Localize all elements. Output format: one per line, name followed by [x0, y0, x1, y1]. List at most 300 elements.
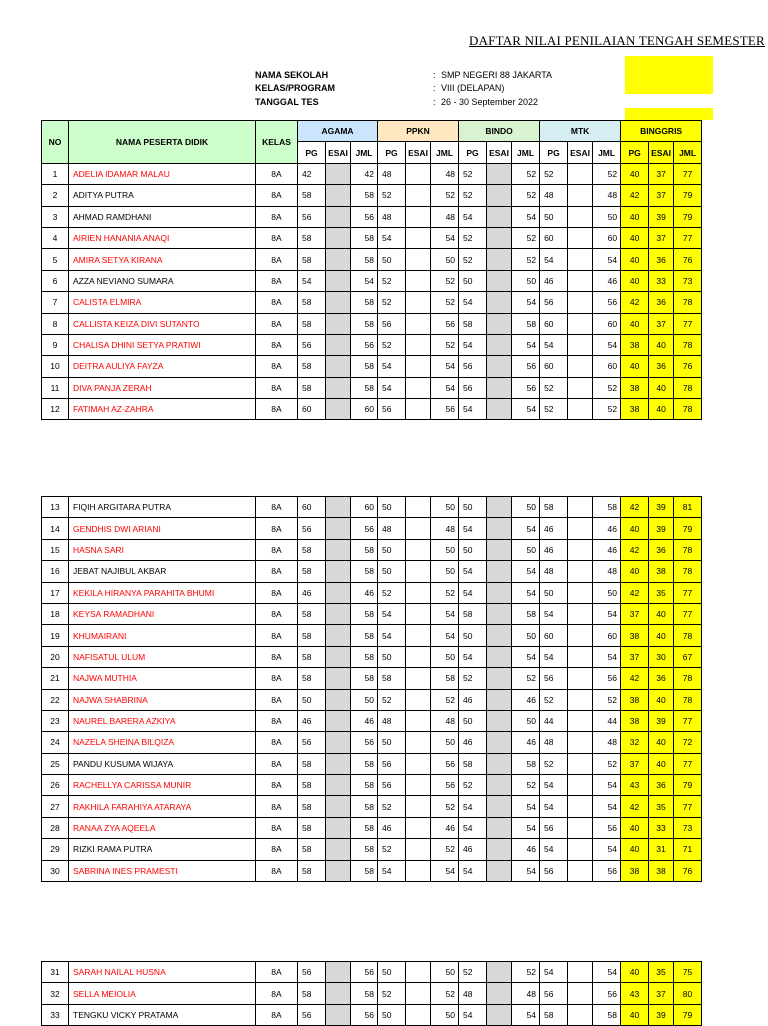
- cell-agama-pg: 54: [298, 270, 326, 291]
- cell-agama-esai: [326, 227, 351, 248]
- cell-bindo-esai: [487, 377, 512, 398]
- cell-ppkn-pg: 50: [378, 1004, 406, 1025]
- cell-agama-jml: 58: [351, 817, 378, 838]
- table-row: [42, 313, 702, 334]
- cell-agama-jml: 58: [351, 356, 378, 377]
- cell-binggris-esai: 37: [649, 163, 674, 184]
- cell-bindo-esai: [487, 518, 512, 539]
- table-row: [42, 356, 702, 377]
- cell-binggris-pg: 38: [621, 625, 649, 646]
- cell-binggris-jml: 73: [674, 817, 702, 838]
- table-row: [42, 206, 702, 227]
- cell-ppkn-pg: 52: [378, 582, 406, 603]
- cell-mtk-esai: [568, 249, 593, 270]
- cell-mtk-jml: 54: [593, 796, 621, 817]
- cell-agama-esai: [326, 539, 351, 560]
- cell-ppkn-esai: [406, 249, 431, 270]
- document-title: DAFTAR NILAI PENILAIAN TENGAH SEMESTER: [469, 33, 765, 48]
- cell-mtk-esai: [568, 497, 593, 518]
- cell-student-name: SELLA MEIOLIA: [69, 983, 256, 1004]
- cell-mtk-jml: 52: [593, 753, 621, 774]
- cell-mtk-jml: 44: [593, 710, 621, 731]
- cell-ppkn-esai: [406, 185, 431, 206]
- cell-binggris-pg: 40: [621, 270, 649, 291]
- cell-no: 15: [42, 539, 69, 560]
- cell-ppkn-pg: 54: [378, 603, 406, 624]
- cell-bindo-pg: 52: [459, 962, 487, 983]
- table-row: [42, 710, 702, 731]
- cell-student-name: RACHELLYA CARISSA MUNIR: [69, 775, 256, 796]
- cell-ppkn-esai: [406, 983, 431, 1004]
- table-row: [42, 249, 702, 270]
- cell-no: 22: [42, 689, 69, 710]
- cell-binggris-jml: 76: [674, 249, 702, 270]
- cell-binggris-jml: 78: [674, 668, 702, 689]
- cell-mtk-pg: 48: [540, 561, 568, 582]
- cell-bindo-pg: 50: [459, 710, 487, 731]
- cell-mtk-pg: 58: [540, 497, 568, 518]
- subheader-mtk-esai: ESAI: [568, 142, 593, 163]
- cell-ppkn-jml: 56: [431, 313, 459, 334]
- cell-binggris-pg: 40: [621, 249, 649, 270]
- cell-mtk-jml: 54: [593, 962, 621, 983]
- cell-kelas: 8A: [256, 334, 298, 355]
- cell-no: 3: [42, 206, 69, 227]
- cell-bindo-jml: 56: [512, 377, 540, 398]
- cell-binggris-jml: 79: [674, 1004, 702, 1025]
- table-row: [42, 497, 702, 518]
- cell-bindo-esai: [487, 163, 512, 184]
- cell-ppkn-pg: 52: [378, 983, 406, 1004]
- cell-binggris-esai: 40: [649, 753, 674, 774]
- cell-bindo-pg: 54: [459, 561, 487, 582]
- cell-mtk-jml: 48: [593, 561, 621, 582]
- cell-agama-pg: 46: [298, 582, 326, 603]
- cell-binggris-esai: 39: [649, 1004, 674, 1025]
- cell-mtk-pg: 54: [540, 646, 568, 667]
- cell-binggris-pg: 40: [621, 962, 649, 983]
- cell-ppkn-jml: 54: [431, 860, 459, 881]
- cell-bindo-jml: 54: [512, 646, 540, 667]
- cell-ppkn-jml: 52: [431, 796, 459, 817]
- cell-no: 7: [42, 292, 69, 313]
- cell-ppkn-jml: 58: [431, 668, 459, 689]
- cell-bindo-jml: 48: [512, 983, 540, 1004]
- header-kelas: KELAS: [256, 121, 298, 164]
- cell-bindo-esai: [487, 313, 512, 334]
- cell-ppkn-jml: 54: [431, 377, 459, 398]
- cell-student-name: KHUMAIRANI: [69, 625, 256, 646]
- cell-agama-jml: 58: [351, 603, 378, 624]
- cell-mtk-esai: [568, 270, 593, 291]
- cell-mtk-pg: 56: [540, 983, 568, 1004]
- cell-binggris-pg: 40: [621, 518, 649, 539]
- cell-bindo-jml: 54: [512, 860, 540, 881]
- cell-bindo-jml: 52: [512, 185, 540, 206]
- cell-bindo-pg: 50: [459, 625, 487, 646]
- cell-mtk-pg: 46: [540, 270, 568, 291]
- cell-binggris-esai: 36: [649, 775, 674, 796]
- cell-agama-esai: [326, 206, 351, 227]
- cell-ppkn-esai: [406, 518, 431, 539]
- cell-ppkn-jml: 46: [431, 817, 459, 838]
- cell-mtk-esai: [568, 796, 593, 817]
- cell-agama-esai: [326, 356, 351, 377]
- cell-bindo-jml: 54: [512, 292, 540, 313]
- cell-ppkn-esai: [406, 625, 431, 646]
- header-name: NAMA PESERTA DIDIK: [69, 121, 256, 164]
- cell-bindo-esai: [487, 603, 512, 624]
- cell-mtk-pg: 54: [540, 603, 568, 624]
- cell-bindo-pg: 54: [459, 817, 487, 838]
- cell-ppkn-jml: 50: [431, 539, 459, 560]
- cell-agama-pg: 58: [298, 796, 326, 817]
- cell-mtk-pg: 58: [540, 1004, 568, 1025]
- cell-kelas: 8A: [256, 518, 298, 539]
- cell-ppkn-pg: 50: [378, 962, 406, 983]
- cell-binggris-pg: 40: [621, 817, 649, 838]
- cell-ppkn-jml: 52: [431, 270, 459, 291]
- cell-agama-pg: 58: [298, 668, 326, 689]
- cell-student-name: AHMAD RAMDHANI: [69, 206, 256, 227]
- cell-binggris-pg: 42: [621, 497, 649, 518]
- cell-bindo-esai: [487, 962, 512, 983]
- subheader-agama-jml: JML: [351, 142, 378, 163]
- cell-bindo-esai: [487, 983, 512, 1004]
- cell-ppkn-esai: [406, 270, 431, 291]
- cell-no: 17: [42, 582, 69, 603]
- cell-no: 13: [42, 497, 69, 518]
- cell-agama-pg: 58: [298, 377, 326, 398]
- cell-mtk-esai: [568, 1004, 593, 1025]
- cell-ppkn-pg: 48: [378, 163, 406, 184]
- subheader-ppkn-jml: JML: [431, 142, 459, 163]
- cell-kelas: 8A: [256, 775, 298, 796]
- cell-ppkn-pg: 52: [378, 689, 406, 710]
- cell-bindo-jml: 58: [512, 753, 540, 774]
- cell-bindo-pg: 46: [459, 839, 487, 860]
- cell-mtk-jml: 52: [593, 689, 621, 710]
- cell-bindo-esai: [487, 206, 512, 227]
- cell-ppkn-pg: 48: [378, 710, 406, 731]
- cell-ppkn-esai: [406, 753, 431, 774]
- cell-agama-jml: 56: [351, 206, 378, 227]
- cell-binggris-jml: 75: [674, 962, 702, 983]
- cell-student-name: PANDU KUSUMA WIJAYA: [69, 753, 256, 774]
- cell-student-name: ADELIA IDAMAR MALAU: [69, 163, 256, 184]
- cell-binggris-esai: 30: [649, 646, 674, 667]
- cell-bindo-jml: 58: [512, 603, 540, 624]
- cell-binggris-esai: 35: [649, 796, 674, 817]
- cell-binggris-jml: 77: [674, 582, 702, 603]
- cell-ppkn-pg: 52: [378, 185, 406, 206]
- cell-binggris-esai: 40: [649, 603, 674, 624]
- cell-no: 32: [42, 983, 69, 1004]
- subheader-binggris-pg: PG: [621, 142, 649, 163]
- cell-mtk-pg: 46: [540, 539, 568, 560]
- cell-student-name: CALLISTA KEIZA DIVI SUTANTO: [69, 313, 256, 334]
- cell-student-name: NAFISATUL ULUM: [69, 646, 256, 667]
- cell-no: 9: [42, 334, 69, 355]
- cell-kelas: 8A: [256, 270, 298, 291]
- cell-mtk-jml: 60: [593, 313, 621, 334]
- cell-agama-pg: 58: [298, 313, 326, 334]
- cell-ppkn-pg: 52: [378, 796, 406, 817]
- table-row: [42, 668, 702, 689]
- cell-ppkn-pg: 50: [378, 497, 406, 518]
- cell-mtk-jml: 50: [593, 206, 621, 227]
- cell-mtk-pg: 56: [540, 292, 568, 313]
- cell-bindo-pg: 52: [459, 668, 487, 689]
- cell-mtk-jml: 56: [593, 292, 621, 313]
- cell-agama-esai: [326, 962, 351, 983]
- subheader-bindo-pg: PG: [459, 142, 487, 163]
- cell-binggris-jml: 79: [674, 775, 702, 796]
- cell-bindo-esai: [487, 270, 512, 291]
- cell-ppkn-jml: 48: [431, 163, 459, 184]
- cell-agama-esai: [326, 796, 351, 817]
- cell-agama-jml: 54: [351, 270, 378, 291]
- table-row: [42, 334, 702, 355]
- cell-mtk-jml: 46: [593, 539, 621, 560]
- cell-ppkn-pg: 50: [378, 561, 406, 582]
- cell-binggris-jml: 78: [674, 377, 702, 398]
- cell-ppkn-pg: 50: [378, 539, 406, 560]
- cell-binggris-jml: 80: [674, 983, 702, 1004]
- cell-mtk-esai: [568, 668, 593, 689]
- table-row: [42, 689, 702, 710]
- cell-mtk-esai: [568, 775, 593, 796]
- cell-kelas: 8A: [256, 625, 298, 646]
- header-subject-mtk: MTK: [540, 121, 621, 142]
- cell-bindo-jml: 54: [512, 399, 540, 420]
- cell-agama-pg: 58: [298, 646, 326, 667]
- table-row: [42, 185, 702, 206]
- cell-ppkn-pg: 58: [378, 668, 406, 689]
- cell-ppkn-pg: 56: [378, 313, 406, 334]
- cell-bindo-esai: [487, 689, 512, 710]
- cell-no: 14: [42, 518, 69, 539]
- cell-mtk-jml: 54: [593, 603, 621, 624]
- cell-bindo-pg: 52: [459, 249, 487, 270]
- cell-agama-esai: [326, 399, 351, 420]
- cell-ppkn-pg: 56: [378, 753, 406, 774]
- cell-student-name: ADITYA PUTRA: [69, 185, 256, 206]
- cell-agama-pg: 58: [298, 603, 326, 624]
- cell-kelas: 8A: [256, 582, 298, 603]
- cell-bindo-pg: 54: [459, 1004, 487, 1025]
- info-label: TANGGAL TES: [255, 97, 319, 107]
- cell-agama-pg: 58: [298, 753, 326, 774]
- table-row: [42, 732, 702, 753]
- cell-mtk-esai: [568, 753, 593, 774]
- header-subject-bindo: BINDO: [459, 121, 540, 142]
- table-row: [42, 817, 702, 838]
- cell-binggris-esai: 38: [649, 860, 674, 881]
- cell-ppkn-esai: [406, 206, 431, 227]
- cell-ppkn-esai: [406, 377, 431, 398]
- cell-mtk-esai: [568, 313, 593, 334]
- cell-bindo-pg: 54: [459, 206, 487, 227]
- cell-no: 6: [42, 270, 69, 291]
- cell-kelas: 8A: [256, 163, 298, 184]
- cell-mtk-pg: 52: [540, 689, 568, 710]
- cell-binggris-jml: 79: [674, 518, 702, 539]
- cell-student-name: NAJWA MUTHIA: [69, 668, 256, 689]
- cell-binggris-pg: 37: [621, 646, 649, 667]
- cell-binggris-pg: 42: [621, 668, 649, 689]
- cell-ppkn-jml: 50: [431, 497, 459, 518]
- cell-bindo-jml: 54: [512, 582, 540, 603]
- cell-agama-esai: [326, 817, 351, 838]
- table-row: [42, 753, 702, 774]
- cell-no: 29: [42, 839, 69, 860]
- cell-ppkn-esai: [406, 539, 431, 560]
- cell-bindo-jml: 58: [512, 313, 540, 334]
- cell-binggris-esai: 39: [649, 710, 674, 731]
- cell-binggris-esai: 33: [649, 817, 674, 838]
- cell-ppkn-esai: [406, 839, 431, 860]
- cell-student-name: DIVA PANJA ZERAH: [69, 377, 256, 398]
- cell-bindo-pg: 50: [459, 497, 487, 518]
- cell-binggris-jml: 76: [674, 860, 702, 881]
- cell-bindo-jml: 52: [512, 163, 540, 184]
- cell-mtk-pg: 60: [540, 356, 568, 377]
- cell-kelas: 8A: [256, 603, 298, 624]
- cell-binggris-esai: 36: [649, 356, 674, 377]
- cell-bindo-esai: [487, 646, 512, 667]
- cell-agama-jml: 42: [351, 163, 378, 184]
- cell-agama-esai: [326, 497, 351, 518]
- cell-ppkn-esai: [406, 163, 431, 184]
- cell-ppkn-pg: 54: [378, 625, 406, 646]
- cell-kelas: 8A: [256, 753, 298, 774]
- header-no: NO: [42, 121, 69, 164]
- cell-bindo-esai: [487, 817, 512, 838]
- cell-no: 21: [42, 668, 69, 689]
- table-row: [42, 377, 702, 398]
- cell-binggris-pg: 38: [621, 710, 649, 731]
- cell-ppkn-pg: 54: [378, 860, 406, 881]
- cell-kelas: 8A: [256, 983, 298, 1004]
- cell-ppkn-pg: 50: [378, 249, 406, 270]
- cell-student-name: CALISTA ELMIRA: [69, 292, 256, 313]
- cell-mtk-pg: 52: [540, 163, 568, 184]
- table-row: [42, 518, 702, 539]
- cell-binggris-jml: 78: [674, 399, 702, 420]
- cell-mtk-pg: 52: [540, 399, 568, 420]
- cell-binggris-jml: 73: [674, 270, 702, 291]
- cell-ppkn-esai: [406, 646, 431, 667]
- cell-bindo-pg: 58: [459, 313, 487, 334]
- cell-mtk-esai: [568, 625, 593, 646]
- cell-agama-jml: 56: [351, 1004, 378, 1025]
- cell-bindo-pg: 54: [459, 796, 487, 817]
- cell-binggris-pg: 42: [621, 582, 649, 603]
- cell-bindo-pg: 52: [459, 185, 487, 206]
- cell-mtk-esai: [568, 561, 593, 582]
- cell-kelas: 8A: [256, 377, 298, 398]
- cell-kelas: 8A: [256, 1004, 298, 1025]
- cell-agama-jml: 56: [351, 732, 378, 753]
- cell-mtk-jml: 56: [593, 860, 621, 881]
- cell-mtk-jml: 60: [593, 356, 621, 377]
- cell-student-name: RANAA ZYA AQEELA: [69, 817, 256, 838]
- cell-agama-pg: 58: [298, 539, 326, 560]
- cell-no: 30: [42, 860, 69, 881]
- cell-mtk-jml: 54: [593, 839, 621, 860]
- cell-mtk-pg: 54: [540, 249, 568, 270]
- cell-kelas: 8A: [256, 962, 298, 983]
- cell-student-name: RAKHILA FARAHIYA ATARAYA: [69, 796, 256, 817]
- cell-agama-jml: 58: [351, 539, 378, 560]
- cell-mtk-jml: 60: [593, 227, 621, 248]
- cell-student-name: FATIMAH AZ-ZAHRA: [69, 399, 256, 420]
- cell-binggris-pg: 43: [621, 775, 649, 796]
- cell-mtk-jml: 58: [593, 1004, 621, 1025]
- cell-kelas: 8A: [256, 249, 298, 270]
- cell-agama-esai: [326, 668, 351, 689]
- cell-ppkn-pg: 56: [378, 399, 406, 420]
- cell-ppkn-pg: 50: [378, 646, 406, 667]
- cell-bindo-jml: 50: [512, 539, 540, 560]
- cell-binggris-jml: 77: [674, 603, 702, 624]
- cell-binggris-jml: 78: [674, 539, 702, 560]
- cell-mtk-pg: 60: [540, 227, 568, 248]
- subheader-mtk-jml: JML: [593, 142, 621, 163]
- cell-ppkn-jml: 52: [431, 983, 459, 1004]
- cell-bindo-jml: 52: [512, 249, 540, 270]
- cell-bindo-pg: 54: [459, 399, 487, 420]
- cell-ppkn-esai: [406, 582, 431, 603]
- cell-ppkn-pg: 52: [378, 334, 406, 355]
- cell-mtk-jml: 52: [593, 377, 621, 398]
- cell-mtk-pg: 44: [540, 710, 568, 731]
- cell-mtk-pg: 48: [540, 732, 568, 753]
- table-row: [42, 561, 702, 582]
- cell-agama-esai: [326, 625, 351, 646]
- cell-agama-pg: 56: [298, 1004, 326, 1025]
- cell-ppkn-esai: [406, 1004, 431, 1025]
- cell-mtk-jml: 48: [593, 185, 621, 206]
- cell-binggris-pg: 38: [621, 377, 649, 398]
- cell-mtk-esai: [568, 817, 593, 838]
- cell-mtk-esai: [568, 292, 593, 313]
- table-row: [42, 646, 702, 667]
- cell-mtk-esai: [568, 689, 593, 710]
- cell-student-name: JEBAT NAJIBUL AKBAR: [69, 561, 256, 582]
- cell-bindo-pg: 54: [459, 292, 487, 313]
- cell-no: 26: [42, 775, 69, 796]
- cell-bindo-esai: [487, 185, 512, 206]
- cell-agama-pg: 56: [298, 334, 326, 355]
- cell-kelas: 8A: [256, 646, 298, 667]
- header-subject-binggris: BINGGRIS: [621, 121, 702, 142]
- cell-bindo-jml: 46: [512, 839, 540, 860]
- cell-binggris-jml: 79: [674, 206, 702, 227]
- cell-mtk-esai: [568, 206, 593, 227]
- cell-ppkn-esai: [406, 292, 431, 313]
- cell-no: 11: [42, 377, 69, 398]
- cell-agama-pg: 60: [298, 497, 326, 518]
- cell-ppkn-pg: 54: [378, 377, 406, 398]
- cell-binggris-esai: 35: [649, 962, 674, 983]
- table-row: [42, 839, 702, 860]
- table-row: [42, 775, 702, 796]
- cell-ppkn-pg: 48: [378, 518, 406, 539]
- cell-agama-esai: [326, 839, 351, 860]
- table-row: [42, 292, 702, 313]
